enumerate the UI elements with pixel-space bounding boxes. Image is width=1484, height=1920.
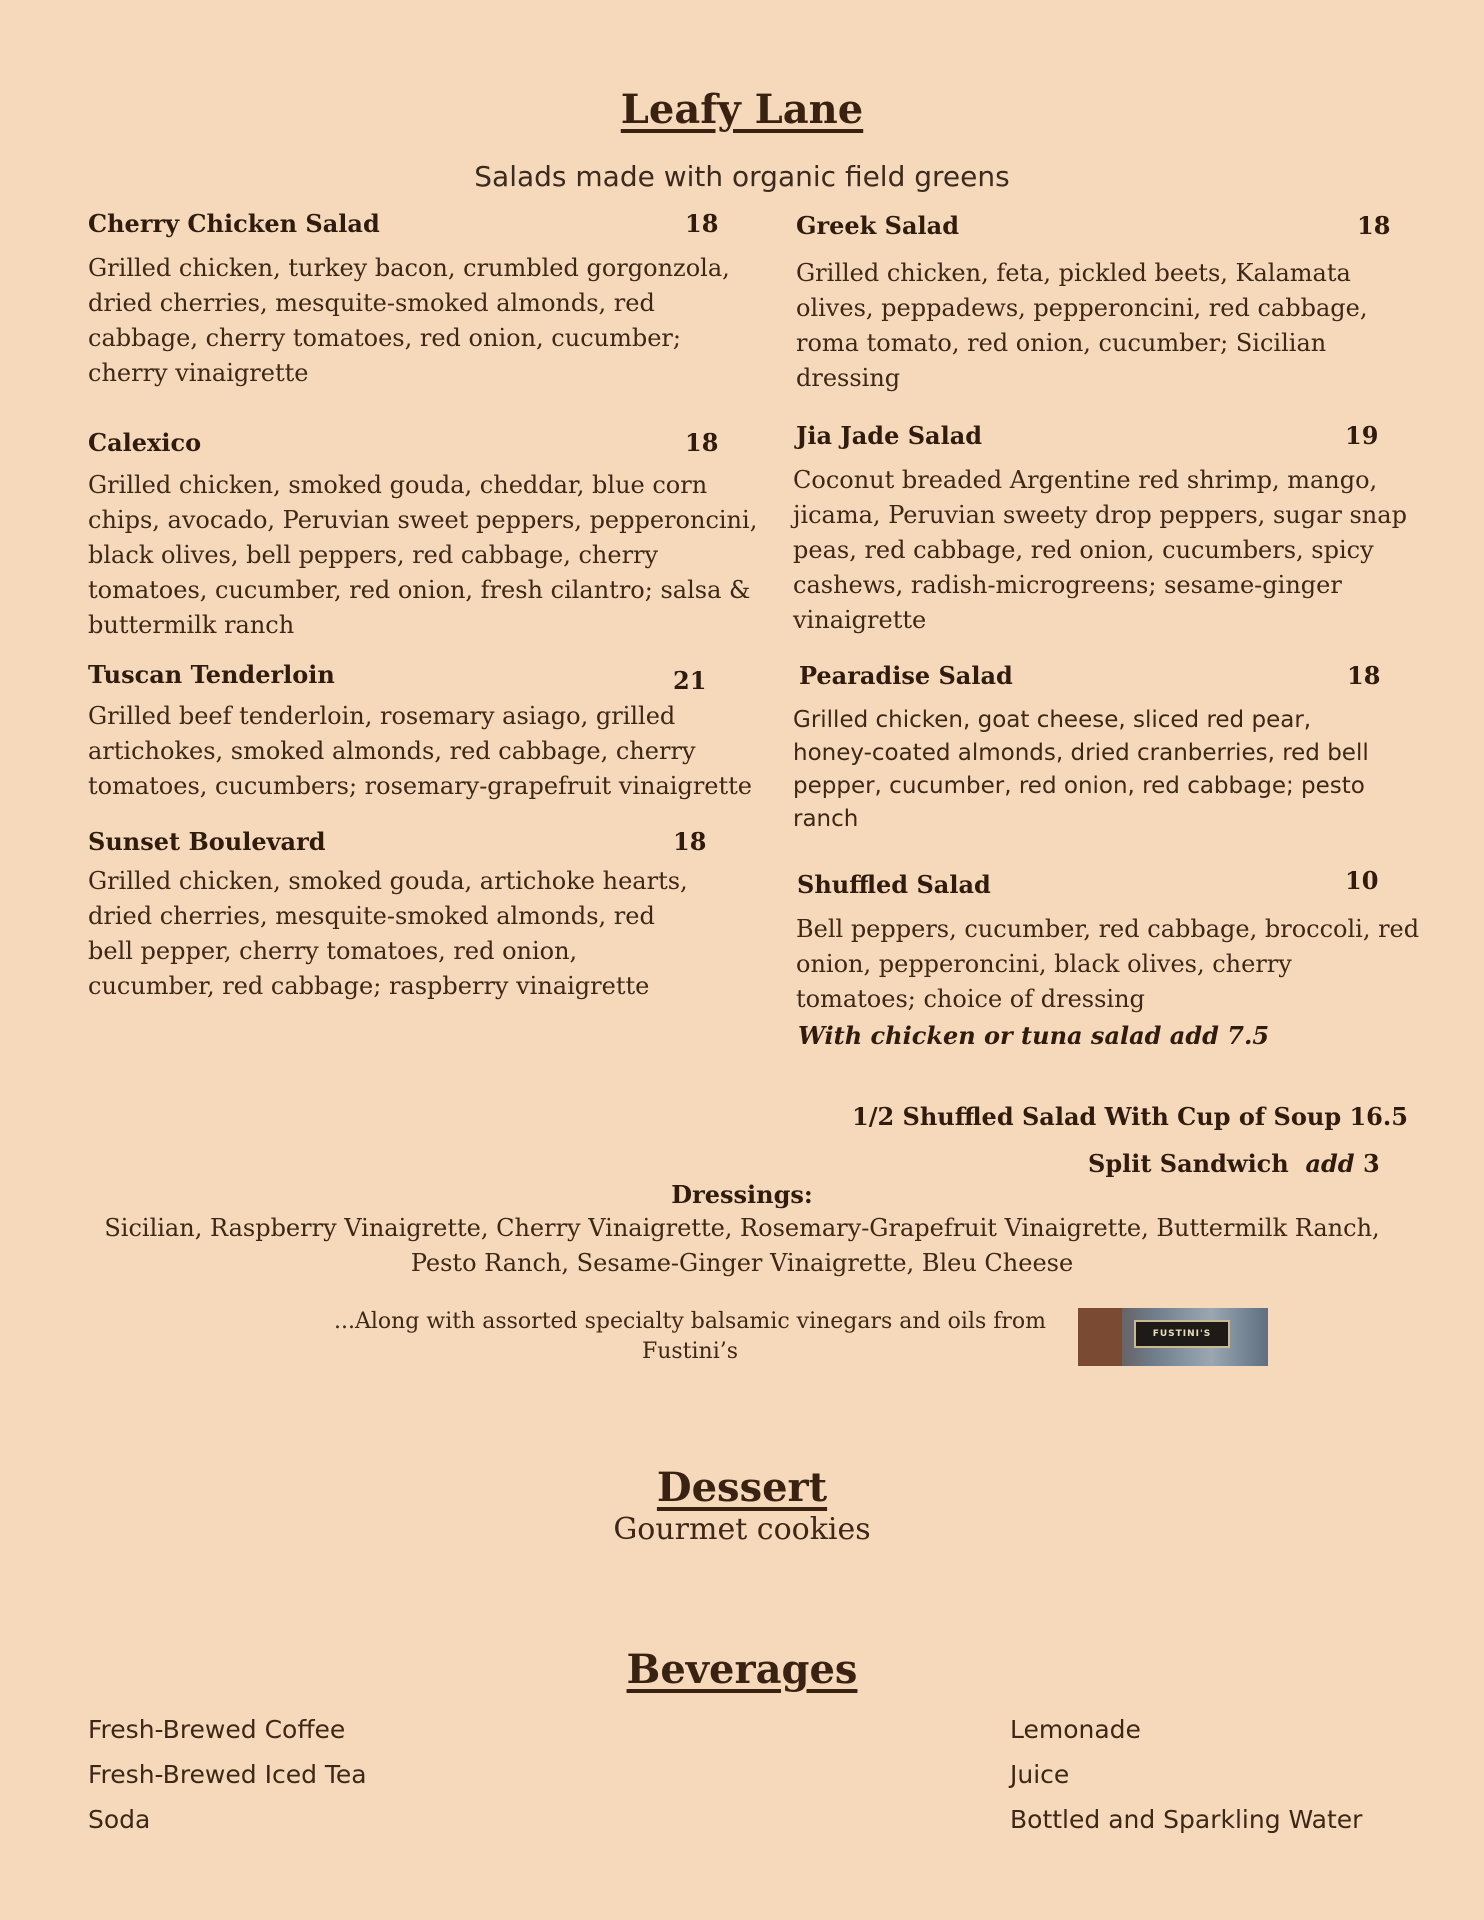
- storefront-sign: FUSTINI'S: [1134, 1320, 1230, 1348]
- item-price: 18: [673, 827, 707, 856]
- page-title: Leafy Lane: [620, 86, 864, 133]
- beverages-right-list: [1010, 1707, 1362, 1842]
- dessert-item: Gourmet cookies: [613, 1512, 871, 1547]
- item-name: Shuffled Salad: [797, 870, 991, 899]
- item-name: Greek Salad: [796, 211, 959, 240]
- item-description: Grilled chicken, goat cheese, sliced red pear, honey-coated almonds, dried cranberries, red bell pepper, cucumber, red onion, red cabbage; pesto ranch: [793, 707, 1369, 832]
- dressings-heading: Dressings:: [671, 1180, 813, 1209]
- beverages-left-list: [88, 1707, 367, 1842]
- item-description: Grilled chicken, feta, pickled beets, Kalamata olives, peppadews, pepperoncini, red cabbage, roma tomato, red onion, cucumber; Sicilian dressing: [796, 259, 1368, 392]
- item-price: 18: [685, 428, 719, 457]
- item-name: Sunset Boulevard: [88, 827, 326, 856]
- beverage-item: Fresh-Brewed Coffee: [88, 1715, 346, 1744]
- item-price: 10: [1345, 866, 1379, 895]
- item-price: 18: [1357, 211, 1391, 240]
- item-name: Cherry Chicken Salad: [88, 209, 380, 238]
- beverage-item: Bottled and Sparkling Water: [1010, 1805, 1363, 1834]
- dessert-title: Dessert: [656, 1464, 828, 1511]
- item-price: 18: [1347, 661, 1381, 690]
- page-subtitle: Salads made with organic field greens: [474, 160, 1010, 193]
- item-description: Grilled beef tenderloin, rosemary asiago, grilled artichokes, smoked almonds, red cabbage, cherry tomatoes, cucumbers; rosemary-grapefruit vinaigrette: [88, 702, 752, 800]
- item-name: Jia Jade Salad: [796, 421, 983, 450]
- dressings-list: Sicilian, Raspberry Vinaigrette, Cherry Vinaigrette, Rosemary-Grapefruit Vinaigrette, Buttermilk Ranch, Pesto Ranch, Sesame-Ginger Vinaigrette, Bleu Cheese: [104, 1214, 1380, 1277]
- fustinis-storefront-photo: [1078, 1308, 1268, 1366]
- item-description: Grilled chicken, smoked gouda, artichoke hearts, dried cherries, mesquite-smoked almonds, red bell pepper, cherry tomatoes, red onion, cucumber, red cabbage; raspberry vinaigrette: [88, 867, 688, 1000]
- beverage-item: Fresh-Brewed Iced Tea: [88, 1760, 367, 1789]
- beverage-item: Soda: [88, 1805, 151, 1834]
- specialty-note: ...Along with assorted specialty balsamic vinegars and oils from Fustini’s: [333, 1309, 1047, 1364]
- item-description: Grilled chicken, turkey bacon, crumbled gorgonzola, dried cherries, mesquite-smoked almonds, red cabbage, cherry tomatoes, red onion, cucumber; cherry vinaigrette: [88, 254, 730, 387]
- item-add-on-note: With chicken or tuna salad add 7.5: [798, 1021, 1270, 1050]
- combo-sandwich-line: Split Sandwich add 3: [1088, 1149, 1380, 1178]
- item-description: Grilled chicken, smoked gouda, cheddar, blue corn chips, avocado, Peruvian sweet peppers, pepperoncini, black olives, bell peppers, red cabbage, cherry tomatoes, cucumber, red onion, fresh cilantro; salsa & buttermilk ranch: [88, 471, 758, 639]
- item-price: 18: [685, 209, 719, 238]
- item-description: Coconut breaded Argentine red shrimp, mango, jicama, Peruvian sweety drop peppers, sugar snap peas, red cabbage, red onion, cucumbers, spicy cashews, radish-microgreens; sesame-ginger vinaigrette: [793, 466, 1407, 634]
- item-name: Pearadise Salad: [799, 661, 1013, 690]
- item-price: 21: [673, 666, 707, 695]
- item-price: 19: [1345, 421, 1379, 450]
- item-name: Tuscan Tenderloin: [88, 660, 335, 689]
- item-name: Calexico: [88, 428, 202, 457]
- beverage-item: Lemonade: [1010, 1715, 1141, 1744]
- beverage-item: Juice: [1010, 1760, 1070, 1789]
- beverages-title: Beverages: [626, 1646, 858, 1693]
- combo-soup-line: 1/2 Shuffled Salad With Cup of Soup 16.5: [852, 1102, 1408, 1131]
- item-description: Bell peppers, cucumber, red cabbage, broccoli, red onion, pepperoncini, black olives, cherry tomatoes; choice of dressing: [796, 915, 1420, 1013]
